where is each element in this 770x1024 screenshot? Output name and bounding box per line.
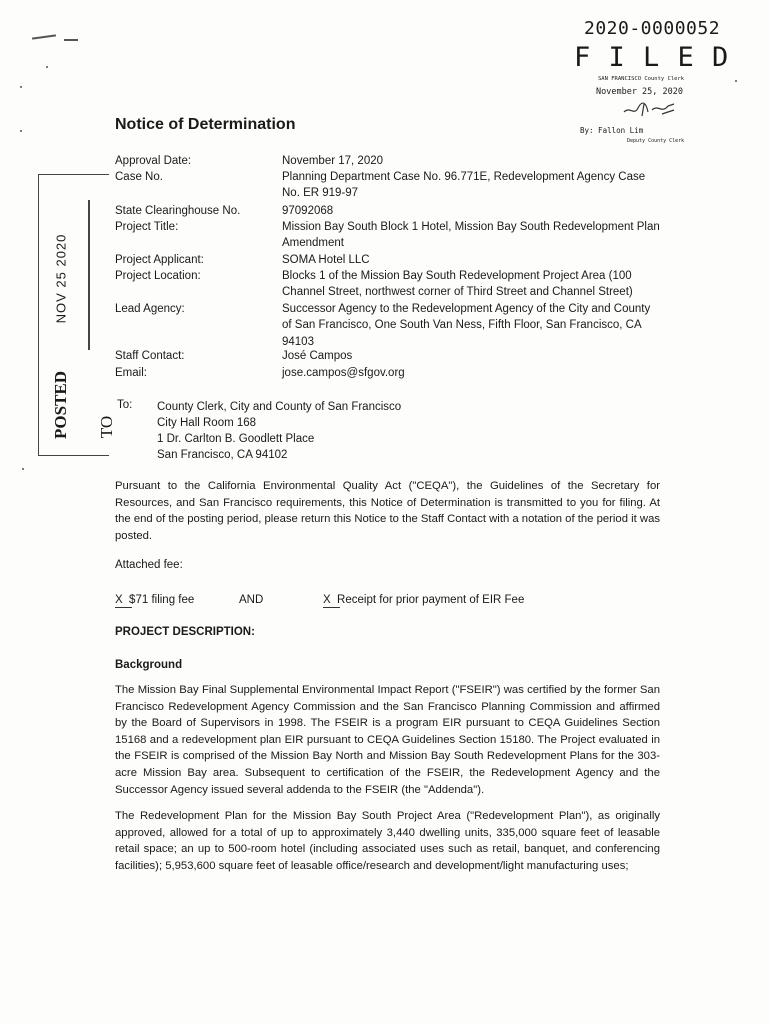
scan-mark [32, 34, 56, 39]
posted-stamp-line [88, 200, 90, 350]
filed-by: By: Fallon Lim [580, 126, 644, 135]
deputy-clerk: Deputy County Clerk [627, 138, 685, 144]
background-paragraph: The Mission Bay Final Supplemental Environmental Impact Report ("FSEIR") was certified by the former San Francisco Redevelopment Agency Commission and the San Francisco Planning Commission and affirmed by the Board of Supervisors in 1998. The FSEIR is a program EIR pursuant to CEQA Guidelines Section 15168 and a redevelopment plan EIR pursuant to CEQA Guidelines Section 15180. The Project evaluated in the FSEIR is comprised of the Mission Bay North and Mission Bay South Redevelopment Plans for the 303-acre Mission Bay area. Subsequent to certification of the FSEIR, the Redevelopment Agency and the Successor Agency issued several addenda to the FSEIR (the "Addenda"). [115, 684, 660, 796]
background-heading: Background [115, 659, 183, 671]
intro-paragraph: Pursuant to the California Environmental Quality Act ("CEQA"), the Guidelines of the Secretary for Resources, and San Francisco requirements, this Notice of Determination is transmitted to you for filing. At the end of the posting period, please return this Notice to the Staff Contact with a notation of the period it was posted. [115, 480, 660, 542]
case-number-value: Planning Department Case No. 96.771E, Redevelopment Agency Case No. ER 919-97 [282, 171, 646, 200]
fee-option-receipt: X Receipt for prior payment of EIR Fee [323, 594, 525, 606]
project-title-value: Mission Bay South Block 1 Hotel, Mission Bay South Redevelopment Plan Amendment [282, 221, 660, 250]
approval-date-value: November 17, 2020 [282, 155, 384, 167]
scan-speck [20, 130, 22, 132]
posted-stamp-date: NOV 25 2020 [53, 233, 69, 324]
project-location-label: Project Location: [115, 270, 201, 282]
state-clearinghouse-value: 97092068 [282, 205, 334, 217]
project-applicant-value: SOMA Hotel LLC [282, 254, 370, 266]
recipient-line: City Hall Room 168 [157, 417, 257, 429]
recipient-to-label: To: [117, 399, 133, 411]
fee-underline [323, 607, 340, 608]
background-paragraph: The Redevelopment Plan for the Mission Bay South Project Area ("Redevelopment Plan"), as originally approved, allowed for a total of up to approximately 3,440 dwelling units, 335,000 square feet of leasable retail space; an up to 500-room hotel (including associated uses such as retail, banquet, and conferencing facilities); 5,953,600 square feet of leasable office/research and development/light manufacturing uses; [115, 810, 660, 872]
state-clearinghouse-label: State Clearinghouse No. [115, 205, 241, 217]
fee-option-filing: X $71 filing fee [115, 594, 195, 606]
staff-contact-value: José Campos [282, 350, 353, 362]
recipient-line: San Francisco, CA 94102 [157, 449, 288, 461]
posted-stamp-box [38, 174, 109, 456]
project-title-label: Project Title: [115, 221, 179, 233]
attached-fee-label: Attached fee: [115, 559, 183, 571]
clerk-office: SAN FRANCISCO County Clerk [598, 76, 685, 82]
recipient-line: County Clerk, City and County of San Francisco [157, 401, 402, 413]
scan-speck [20, 86, 22, 88]
lead-agency-value: Successor Agency to the Redevelopment Agency of the City and County of San Francisco, One South Van Ness, Fifth Floor, San Francisco, CA 94103 [282, 303, 651, 348]
filing-number: 2020-0000052 [584, 18, 721, 39]
email-label: Email: [115, 367, 147, 379]
page-title: Notice of Determination [115, 116, 296, 133]
scan-speck [22, 468, 24, 470]
scan-speck [46, 66, 48, 68]
filed-stamp: F I L E D [574, 42, 730, 73]
project-description-heading: PROJECT DESCRIPTION: [115, 626, 255, 638]
recipient-line: 1 Dr. Carlton B. Goodlett Place [157, 433, 315, 445]
filing-date: November 25, 2020 [596, 87, 683, 97]
scan-speck [735, 80, 737, 82]
staff-contact-label: Staff Contact: [115, 350, 185, 362]
project-location-value: Blocks 1 of the Mission Bay South Redevelopment Project Area (100 Channel Street, northwest corner of Third Street and Channel Street) [282, 270, 633, 299]
posted-stamp-word: POSTED [51, 370, 70, 440]
fee-underline [115, 607, 132, 608]
clerk-signature-icon [622, 98, 680, 120]
fee-and: AND [239, 594, 264, 606]
email-value[interactable]: jose.campos@sfgov.org [282, 367, 405, 379]
case-number-label: Case No. [115, 171, 163, 183]
lead-agency-label: Lead Agency: [115, 303, 185, 315]
approval-date-label: Approval Date: [115, 155, 192, 167]
scan-mark [64, 39, 78, 41]
project-applicant-label: Project Applicant: [115, 254, 204, 266]
posted-stamp-to: TO [97, 415, 117, 439]
